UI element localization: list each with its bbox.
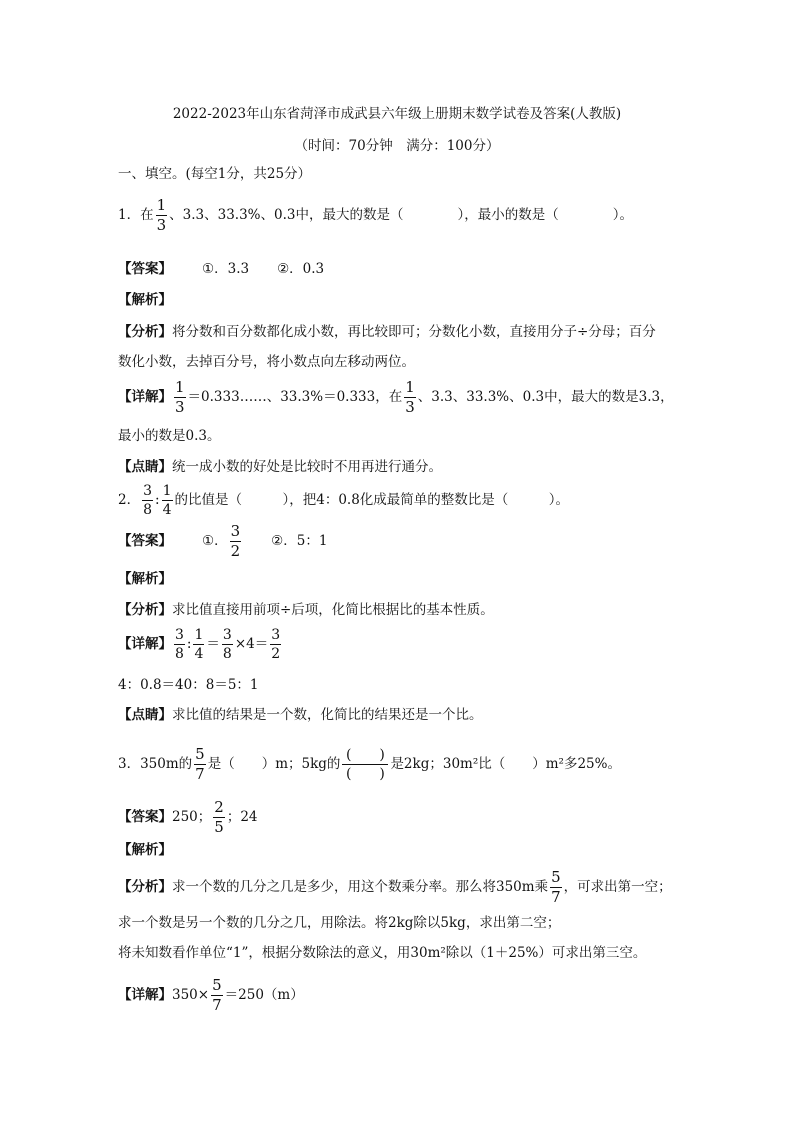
fraction: $\frac{3}{2}$: [230, 522, 241, 560]
analysis-line: 将未知数看作单位“1”，根据分数除法的意义，用30m²除以（1＋25%）可求出第三空。: [118, 945, 647, 961]
fraction: $\frac{5}{7}$: [212, 976, 222, 1014]
detail-line: 【详解】 $\frac{1}{3}$ ＝0.333……、33.3%＝0.333，在 $\frac{1}{3}$ 、3.3、33.3%、0.3中，最大的数是3.3，: [118, 378, 674, 416]
analysis-line: 【分析】求比值直接用前项÷后项，化简比根据比的基本性质。: [118, 602, 494, 618]
answer-row: 【答案】250； $\frac{2}{5}$ ；24: [118, 798, 258, 836]
question-3: 3．350m的 $\frac{5}{7}$ 是（ ）m；5kg的 ( ) ( ) 是2kg；30m²比（ ）m²多25%。: [118, 745, 621, 783]
analysis-line: 求一个数是另一个数的几分之几，用除法。将2kg除以5kg，求出第二空；: [118, 915, 561, 931]
page-title: 2022-2023年山东省菏泽市成武县六年级上册期末数学试卷及答案(人教版): [172, 106, 622, 122]
blank-fraction: ( ) ( ): [342, 746, 388, 783]
page-subtitle: （时间：70分钟 满分：100分）: [294, 138, 500, 154]
jiexi-label: 【解析】: [118, 571, 172, 587]
question-number: 1．在: [118, 207, 154, 223]
fraction: $\frac{1}{4}$: [194, 627, 204, 662]
question-2: 2． $\frac{3}{8}$ : $\frac{1}{4}$ 的比值是（ ），把4：0.8化成最简单的整数比是（ ）。: [118, 483, 570, 518]
question-1: 1．在 $\frac{1}{3}$ 、3.3、33.3%、0.3中，最大的数是（ ），最小的数是（ ）。: [118, 196, 633, 234]
fraction: $\frac{3}{8}$: [143, 483, 153, 518]
fraction: $\frac{1}{3}$: [156, 196, 167, 234]
fraction: $\frac{3}{8}$: [175, 627, 184, 662]
detail-line: 4：0.8＝40：8＝5：1: [118, 677, 259, 693]
detail-line: 【详解】 $\frac{3}{8}$ : $\frac{1}{4}$ ＝ $\frac{3}{8}$ ×4＝ $\frac{3}{2}$: [118, 627, 281, 662]
fraction: $\frac{1}{3}$: [175, 378, 185, 416]
analysis-line: 数化小数，去掉百分号，将小数点向左移动两位。: [118, 354, 415, 370]
analysis-line: 【分析】求一个数的几分之几是多少，用这个数乘分率。那么将350m乘 $\frac{5}{7}$ ，可求出第一空；: [118, 868, 672, 906]
section-heading: 一、填空。(每空1分，共25分）: [118, 166, 312, 182]
fraction: $\frac{5}{7}$: [195, 745, 205, 783]
fraction: $\frac{3}{8}$: [222, 627, 232, 662]
fraction: $\frac{2}{5}$: [214, 798, 224, 836]
fraction: $\frac{5}{7}$: [551, 868, 561, 906]
jiexi-label: 【解析】: [118, 842, 172, 858]
detail-line: 【详解】350× $\frac{5}{7}$ ＝250（m）: [118, 976, 304, 1014]
fraction: $\frac{1}{4}$: [162, 483, 172, 518]
detail-line: 最小的数是0.3。: [118, 428, 221, 444]
key-point-line: 【点睛】求比值的结果是一个数，化简比的结果还是一个比。: [118, 707, 483, 723]
jiexi-label: 【解析】: [118, 292, 172, 308]
answer-row: 【答案】 ①．3.3 ②．0.3: [118, 261, 325, 277]
analysis-line: 【分析】将分数和百分数都化成小数，再比较即可；分数化小数，直接用分子÷分母；百分: [118, 324, 656, 340]
answer-row: 【答案】 ①． $\frac{3}{2}$ ②．5：1: [118, 522, 328, 560]
fraction: $\frac{3}{2}$: [271, 627, 281, 662]
key-point-line: 【点睛】统一成小数的好处是比较时不用再进行通分。: [118, 459, 442, 475]
fraction: $\frac{1}{3}$: [405, 378, 415, 416]
